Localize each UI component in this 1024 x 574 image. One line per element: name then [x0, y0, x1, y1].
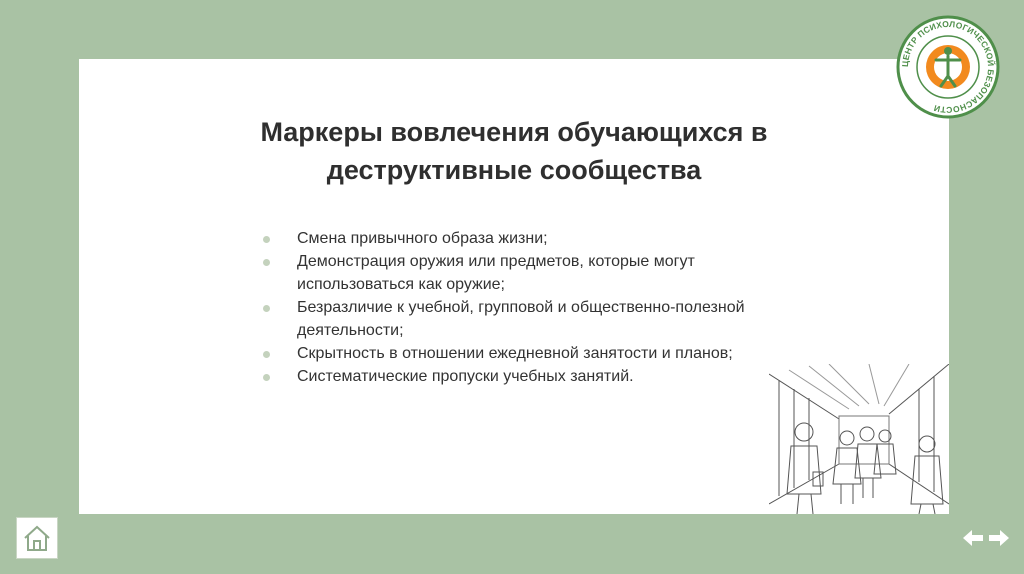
list-item — [259, 342, 779, 365]
bullet-icon — [263, 351, 270, 358]
bullet-icon — [263, 305, 270, 312]
bullet-text: Демонстрация оружия или предметов, которые могут использоваться как оружие; — [297, 253, 695, 293]
slide-panel — [79, 59, 949, 514]
bullet-text: Скрытность в отношении ежедневной занятости и планов; — [297, 345, 733, 362]
list-item — [259, 365, 779, 388]
logo-ring-text: ЦЕНТР ПСИХОЛОГИЧЕСКОЙ БЕЗОПАСНОСТИ — [899, 18, 997, 116]
home-icon — [17, 518, 57, 558]
bullet-text: Безразличие к учебной, групповой и общественно-полезной деятельности; — [297, 299, 745, 339]
psych-safety-center-logo — [895, 14, 1001, 120]
bullet-icon — [263, 236, 270, 243]
bullet-list — [259, 227, 779, 388]
list-item — [259, 296, 779, 342]
list-item — [259, 250, 779, 296]
bullet-text: Систематические пропуски учебных занятий. — [297, 368, 634, 385]
bullet-icon — [263, 374, 270, 381]
arrow-right-icon[interactable] — [988, 528, 1010, 548]
school-corridor-illustration — [769, 364, 949, 514]
bullet-icon — [263, 259, 270, 266]
list-item — [259, 227, 779, 250]
arrow-left-icon[interactable] — [962, 528, 984, 548]
home-button[interactable] — [16, 517, 58, 559]
slide-title: Маркеры вовлечения обучающихся в деструктивные сообщества — [260, 117, 768, 185]
bullet-text: Смена привычного образа жизни; — [297, 230, 548, 247]
